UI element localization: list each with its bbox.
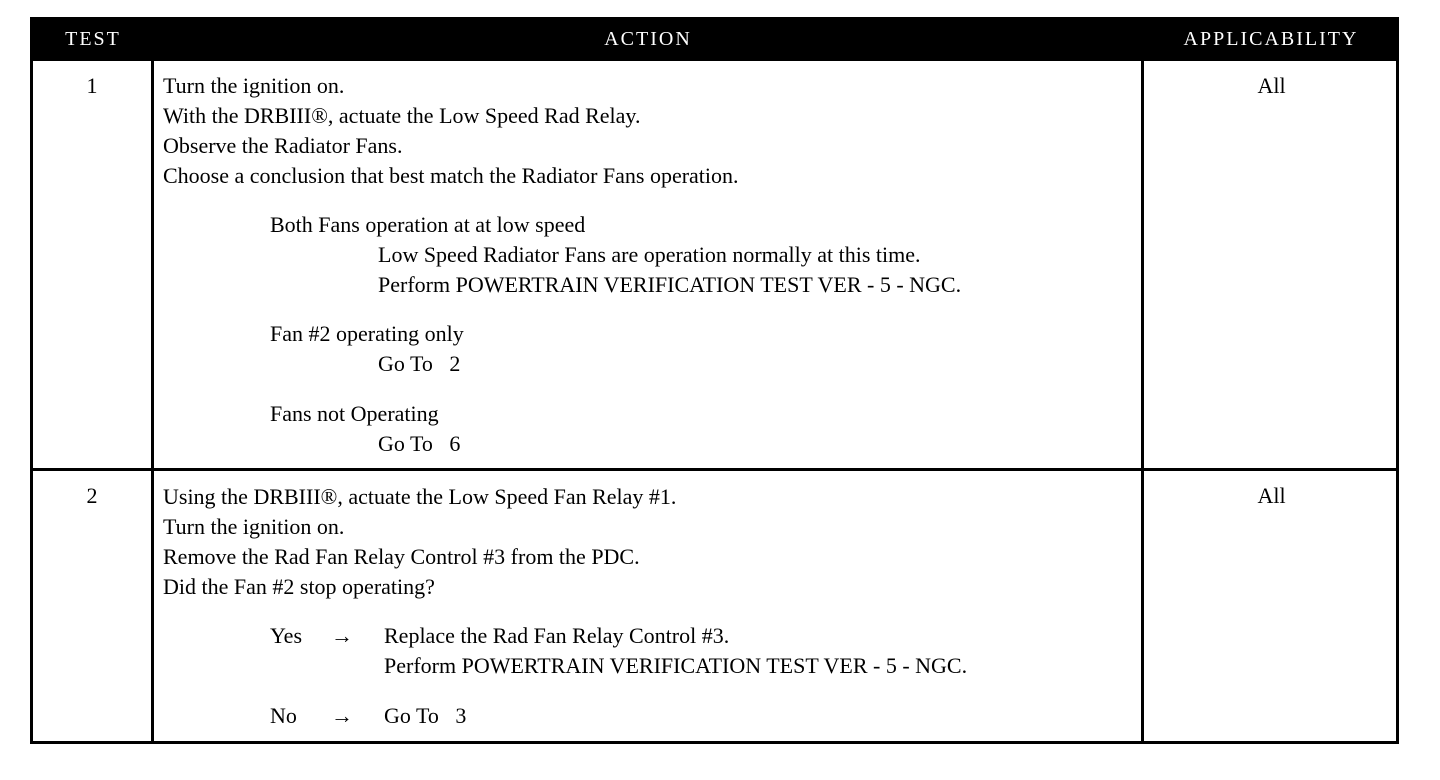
arrow-right-icon: →	[331, 703, 353, 728]
action-step: Choose a conclusion that best match the Radiator Fans operation.	[163, 163, 739, 188]
table-header	[33, 17, 1396, 61]
outcome-result: Go To 2	[378, 351, 461, 376]
outcome-result: Perform POWERTRAIN VERIFICATION TEST VER - 5 - NGC.	[384, 653, 968, 678]
header-applicability: APPLICABILITY	[1183, 28, 1359, 50]
header-test: TEST	[65, 28, 121, 50]
action-step: Remove the Rad Fan Relay Control #3 from the PDC.	[163, 544, 640, 569]
test-number: 2	[86, 483, 98, 508]
applicability-value: All	[1257, 73, 1286, 98]
outcome-result: Replace the Rad Fan Relay Control #3.	[384, 623, 730, 648]
action-step: Observe the Radiator Fans.	[163, 133, 403, 158]
outcome-result: Go To 3	[384, 703, 467, 728]
outcome-condition: Both Fans operation at at low speed	[270, 212, 586, 237]
header-action: ACTION	[604, 28, 692, 50]
outcome-result: Perform POWERTRAIN VERIFICATION TEST VER - 5 - NGC.	[378, 272, 962, 297]
column-divider-action	[1141, 61, 1144, 741]
outcome-condition: Yes	[270, 623, 303, 648]
column-divider-test	[151, 61, 154, 741]
action-step: Did the Fan #2 stop operating?	[163, 574, 435, 599]
action-step: With the DRBIII®, actuate the Low Speed Rad Relay.	[163, 103, 641, 128]
action-step: Using the DRBIII®, actuate the Low Speed Fan Relay #1.	[163, 484, 677, 509]
arrow-right-icon: →	[331, 623, 353, 648]
action-step: Turn the ignition on.	[163, 73, 345, 98]
test-number: 1	[86, 73, 98, 98]
applicability-value: All	[1257, 483, 1286, 508]
action-step: Turn the ignition on.	[163, 514, 345, 539]
outcome-result: Go To 6	[378, 431, 461, 456]
outcome-condition: Fan #2 operating only	[270, 321, 464, 346]
row-divider	[33, 468, 1396, 471]
outcome-result: Low Speed Radiator Fans are operation normally at this time.	[378, 242, 921, 267]
diagnostic-test-table	[30, 17, 1399, 744]
outcome-condition: Fans not Operating	[270, 401, 439, 426]
outcome-condition: No	[270, 703, 297, 728]
